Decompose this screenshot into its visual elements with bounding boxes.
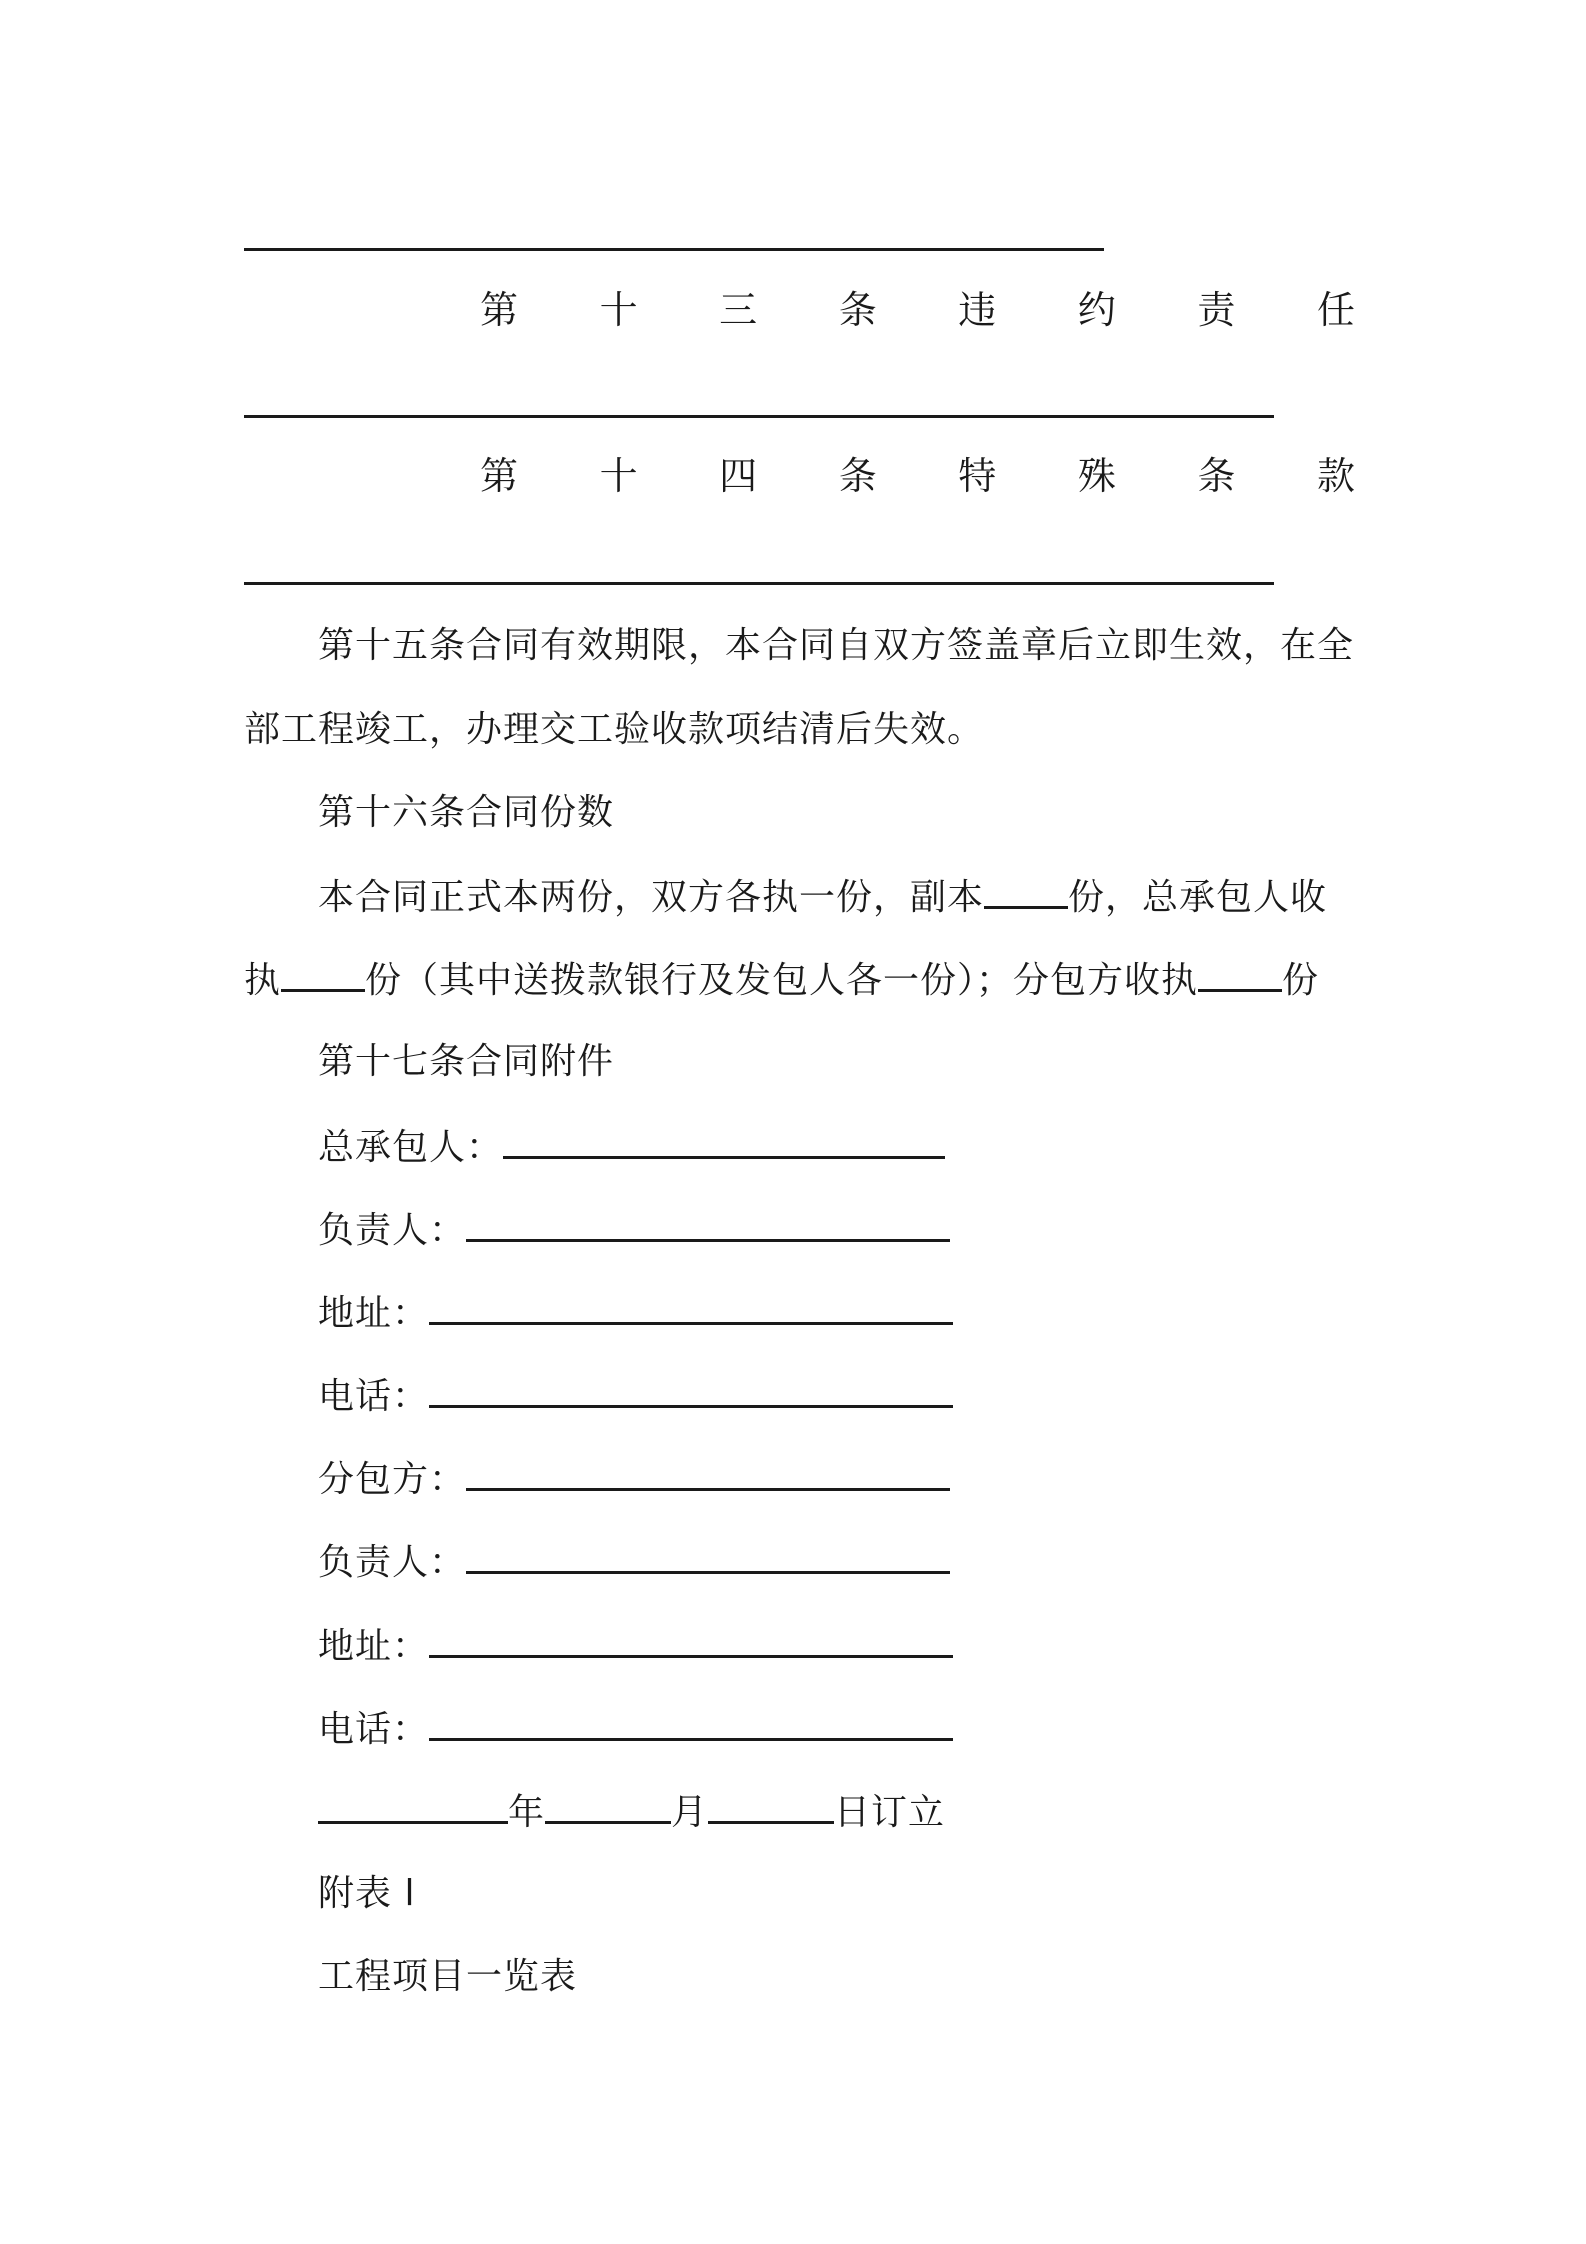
- heading-char: 违: [958, 288, 997, 332]
- copies-text: 份（其中送拨款银行及发包人各一份）；分包方收执: [365, 960, 1199, 1001]
- day-label: 日订立: [834, 1792, 946, 1833]
- copies-blank[interactable]: [281, 955, 365, 992]
- field-label: 总承包人：: [318, 1127, 504, 1168]
- field-label: 分包方：: [318, 1459, 467, 1500]
- blank-rule-article-14: [244, 582, 1274, 585]
- article-16-title: 第十六条合同份数: [318, 792, 615, 833]
- sc-phone-field: [318, 1704, 953, 1754]
- blank-rule-article-13: [244, 415, 1274, 418]
- heading-char: 第: [480, 454, 519, 498]
- copies-blank[interactable]: [1198, 955, 1282, 992]
- sc-phone-blank[interactable]: [429, 1704, 953, 1741]
- day-blank[interactable]: [708, 1787, 834, 1824]
- heading-char: 殊: [1077, 454, 1116, 498]
- year-label: 年: [508, 1792, 546, 1833]
- sc-address-field: [318, 1621, 953, 1671]
- field-label: 电话：: [318, 1709, 430, 1750]
- heading-char: 条: [838, 454, 877, 498]
- sc-responsible-field: [318, 1537, 950, 1587]
- article-14-heading: [480, 452, 1355, 500]
- gc-responsible-blank[interactable]: [466, 1205, 950, 1242]
- field-label: 地址：: [318, 1293, 430, 1334]
- copies-blank[interactable]: [984, 872, 1068, 909]
- heading-char: 十: [599, 288, 638, 332]
- general-contractor-blank[interactable]: [503, 1122, 945, 1159]
- heading-char: 十: [599, 454, 638, 498]
- copies-text: 份: [1282, 960, 1320, 1001]
- date-line: [318, 1787, 945, 1837]
- article-15-line-1: 第十五条合同有效期限，本合同自双方签盖章后立即生效，在全: [318, 625, 1355, 666]
- month-blank[interactable]: [545, 1787, 671, 1824]
- year-blank[interactable]: [318, 1787, 508, 1824]
- heading-char: 条: [1197, 454, 1236, 498]
- gc-phone-field: [318, 1371, 953, 1421]
- heading-char: 四: [719, 454, 758, 498]
- heading-char: 款: [1316, 454, 1355, 498]
- sc-address-blank[interactable]: [429, 1621, 953, 1658]
- appendix-title: 工程项目一览表: [318, 1956, 578, 1997]
- heading-char: 约: [1077, 288, 1116, 332]
- copies-text: 份，总承包人收: [1068, 877, 1328, 918]
- appendix-label: 附表 l: [318, 1873, 416, 1914]
- blank-rule-top: [244, 248, 1104, 251]
- field-label: 负责人：: [318, 1210, 467, 1251]
- article-15-line-2: 部工程竣工，办理交工验收款项结清后失效。: [244, 709, 985, 750]
- article-17-title: 第十七条合同附件: [318, 1041, 615, 1082]
- copies-text: 执: [244, 960, 282, 1001]
- subcontractor-blank[interactable]: [466, 1454, 950, 1491]
- heading-char: 特: [958, 454, 997, 498]
- field-label: 地址：: [318, 1626, 430, 1667]
- gc-phone-blank[interactable]: [429, 1371, 953, 1408]
- general-contractor-field: [318, 1122, 945, 1172]
- heading-char: 任: [1316, 288, 1355, 332]
- heading-char: 责: [1197, 288, 1236, 332]
- heading-char: 条: [838, 288, 877, 332]
- article-16-para-line-1: [318, 872, 1327, 922]
- gc-responsible-field: [318, 1205, 950, 1255]
- gc-address-blank[interactable]: [429, 1288, 953, 1325]
- sc-responsible-blank[interactable]: [466, 1537, 950, 1574]
- copies-text: 本合同正式本两份，双方各执一份，副本: [318, 877, 985, 918]
- field-label: 负责人：: [318, 1542, 467, 1583]
- subcontractor-field: [318, 1454, 950, 1504]
- heading-char: 三: [719, 288, 758, 332]
- heading-char: 第: [480, 288, 519, 332]
- gc-address-field: [318, 1288, 953, 1338]
- field-label: 电话：: [318, 1376, 430, 1417]
- article-16-para-line-2: [244, 955, 1319, 1005]
- article-13-heading: [480, 286, 1355, 334]
- month-label: 月: [671, 1792, 709, 1833]
